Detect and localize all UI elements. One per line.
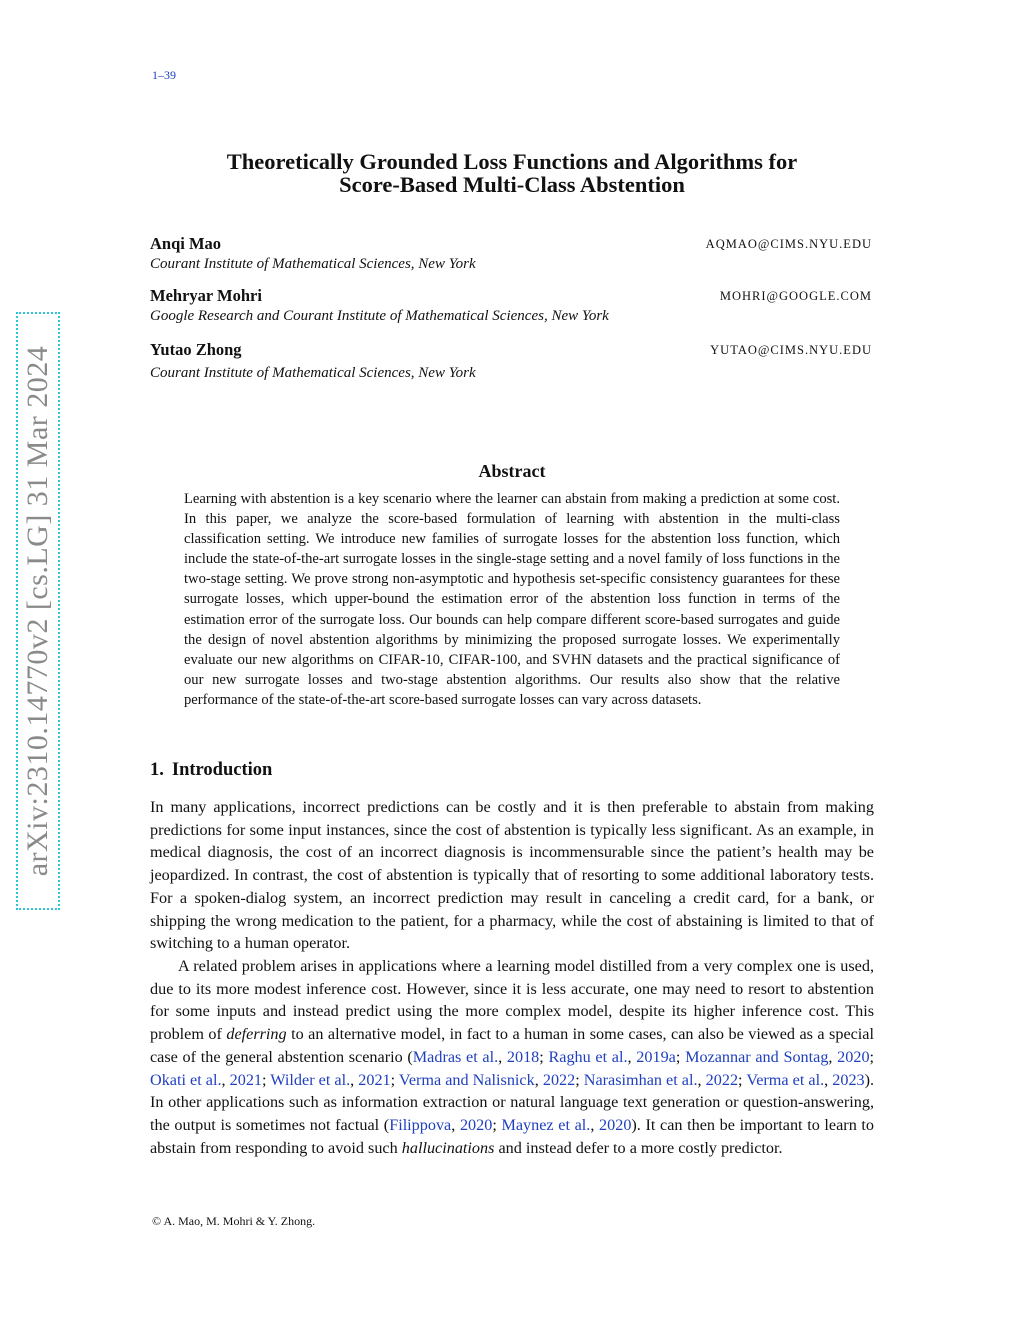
citation-maynez-year[interactable]: 2020 (599, 1115, 632, 1134)
citation-comma: , (498, 1047, 507, 1066)
citation-verma-nalisnick-author[interactable]: Verma and Nalisnick (398, 1070, 535, 1089)
section-number: 1. (150, 760, 164, 780)
citation-comma: , (534, 1070, 543, 1089)
section-title: Introduction (171, 760, 273, 780)
copyright-notice: © A. Mao, M. Mohri & Y. Zhong. (152, 1214, 316, 1228)
citation-separator: ; (539, 1047, 549, 1066)
citation-verma-nalisnick-year[interactable]: 2022 (542, 1070, 576, 1089)
citation-comma: , (824, 1070, 833, 1089)
page-range[interactable]: 1–39 (152, 68, 176, 82)
citation-comma: , (590, 1115, 600, 1134)
citation-raghu-author[interactable]: Raghu et al. (548, 1047, 628, 1066)
citation-raghu-year[interactable]: 2019a (636, 1047, 676, 1066)
citation-maynez-author[interactable]: Maynez et al. (501, 1115, 591, 1134)
abstract-text: Learning with abstention is a key scenario where the learner can abstain from making a prediction at some cost. In this paper, we analyze the score-based formulation of learning with abstention in the multi-class classification setting. We introduce new families of surrogate losses for the abstention loss function, which include the state-of-the-art surrogate losses in the single-stage setting and a novel family of loss functions in the two-stage setting. We prove strong non-asymptotic and hypothesis set-specific consistency guarantees for these surrogate losses, which upper-bound the estimation error of the abstention loss function in terms of the estimation error of the surrogate loss. Our bounds can help compare different score-based surrogates and guide the design of novel abstention algorithms by minimizing the proposed surrogate losses. We experimentally evaluate our new algorithms on CIFAR-10, CIFAR-100, and SVHN datasets and the practical significance of our new surrogate losses and two-stage abstention algorithms. Our results also show that the relative performance of the state-of-the-art score-based surrogate losses can vary across datasets. (184, 491, 840, 708)
text-run: A related problem arises in applications where a learning model distilled from a very complex one is used, due to its more modest inference cost. However, since it is less accurate, one may need to resort to abstention for some inputs and instead predict using the more complex model, despite its higher inference cost. This problem of (150, 957, 874, 1044)
citation-separator: ; (575, 1070, 584, 1089)
citation-separator: ; (675, 1047, 686, 1066)
emphasis-deferring: deferring (226, 1025, 287, 1044)
citation-wilder-year[interactable]: 2021 (358, 1070, 391, 1089)
citation-filippova-author[interactable]: Filippova (389, 1115, 452, 1134)
author-affiliation-zhong: Courant Institute of Mathematical Sciences, New York (150, 365, 476, 381)
author-email-mohri[interactable]: MOHRI@GOOGLE.COM (719, 289, 872, 303)
citation-comma: , (451, 1115, 460, 1134)
citation-mozannar-year[interactable]: 2020 (837, 1047, 870, 1066)
citation-madras-author[interactable]: Madras et al. (412, 1047, 499, 1066)
arxiv-identifier: arXiv:2310.14770v2 [cs.LG] 31 Mar 2024 (21, 345, 54, 877)
citation-okati-year[interactable]: 2021 (229, 1070, 263, 1089)
author-email-zhong[interactable]: YUTAO@CIMS.NYU.EDU (710, 343, 872, 357)
intro-paragraph-1: In many applications, incorrect predictions can be costly and it is then preferable to abstain from making predictions for some input instances, since the cost of abstention is typically less significant. As an example, in medical diagnosis, the cost of an incorrect diagnosis is incommensurable since the patient’s health may be jeopardized. In contrast, the cost of abstention is typically that of resorting to some additional laboratory tests. For a spoken-dialog system, an incorrect prediction may result in canceling a credit card, for a bank, or shipping the wrong medication to the patient, for a pharmacy, while the cost of abstaining is limited to that of switching to a human operator. (150, 798, 874, 953)
citation-comma: , (627, 1047, 637, 1066)
text-run: to an alternative model, in fact to a human in some cases, can also be viewed as a special case of the general abstention scenario ( (150, 1025, 874, 1066)
citation-comma: , (697, 1070, 706, 1089)
citation-comma: , (350, 1070, 359, 1089)
citation-separator: ; (738, 1070, 747, 1089)
citation-comma: , (221, 1070, 230, 1089)
citation-narasimhan-year[interactable]: 2022 (705, 1070, 739, 1089)
citation-wilder-author[interactable]: Wilder et al. (270, 1070, 351, 1089)
text-run: ). It can then be important to learn to abstain from responding to avoid such (150, 1115, 875, 1157)
paper-title (150, 150, 874, 196)
text-run: and instead defer to a more costly predictor. (494, 1138, 783, 1157)
citation-okati-author[interactable]: Okati et al. (150, 1070, 222, 1089)
citation-madras-year[interactable]: 2018 (506, 1047, 540, 1066)
author-name-zhong: Yutao Zhong (150, 340, 242, 359)
emphasis-hallucinations: hallucinations (401, 1138, 495, 1157)
text-run: ). In other applications such as information extraction or natural language text generation or question-answering, the output is sometimes not factual ( (150, 1070, 875, 1134)
citation-separator: ; (492, 1115, 502, 1134)
title-line-2: Score-Based Multi-Class Abstention (339, 172, 685, 197)
abstract-heading: Abstract (478, 461, 546, 481)
citation-mozannar-author[interactable]: Mozannar and Sontag (685, 1047, 829, 1066)
citation-narasimhan-author[interactable]: Narasimhan et al. (583, 1070, 698, 1089)
citation-filippova-year[interactable]: 2020 (459, 1115, 493, 1134)
citation-separator: ; (390, 1070, 399, 1089)
author-email-mao[interactable]: AQMAO@CIMS.NYU.EDU (705, 237, 872, 251)
citation-separator: ; (869, 1047, 875, 1066)
author-affiliation-mao: Courant Institute of Mathematical Sciences, New York (150, 256, 476, 272)
arxiv-stamp[interactable] (16, 312, 60, 910)
citation-verma-author[interactable]: Verma et al. (746, 1070, 825, 1089)
author-name-mohri: Mehryar Mohri (150, 286, 262, 305)
citation-verma-year[interactable]: 2023 (832, 1070, 865, 1089)
title-line-1: Theoretically Grounded Loss Functions and Algorithms for (226, 149, 798, 174)
section-heading-introduction (150, 760, 272, 781)
citation-comma: , (828, 1047, 838, 1066)
intro-paragraph-2 (150, 955, 874, 1159)
citation-separator: ; (262, 1070, 271, 1089)
author-name-mao: Anqi Mao (150, 234, 222, 253)
author-affiliation-mohri: Google Research and Courant Institute of Mathematical Sciences, New York (150, 308, 609, 324)
